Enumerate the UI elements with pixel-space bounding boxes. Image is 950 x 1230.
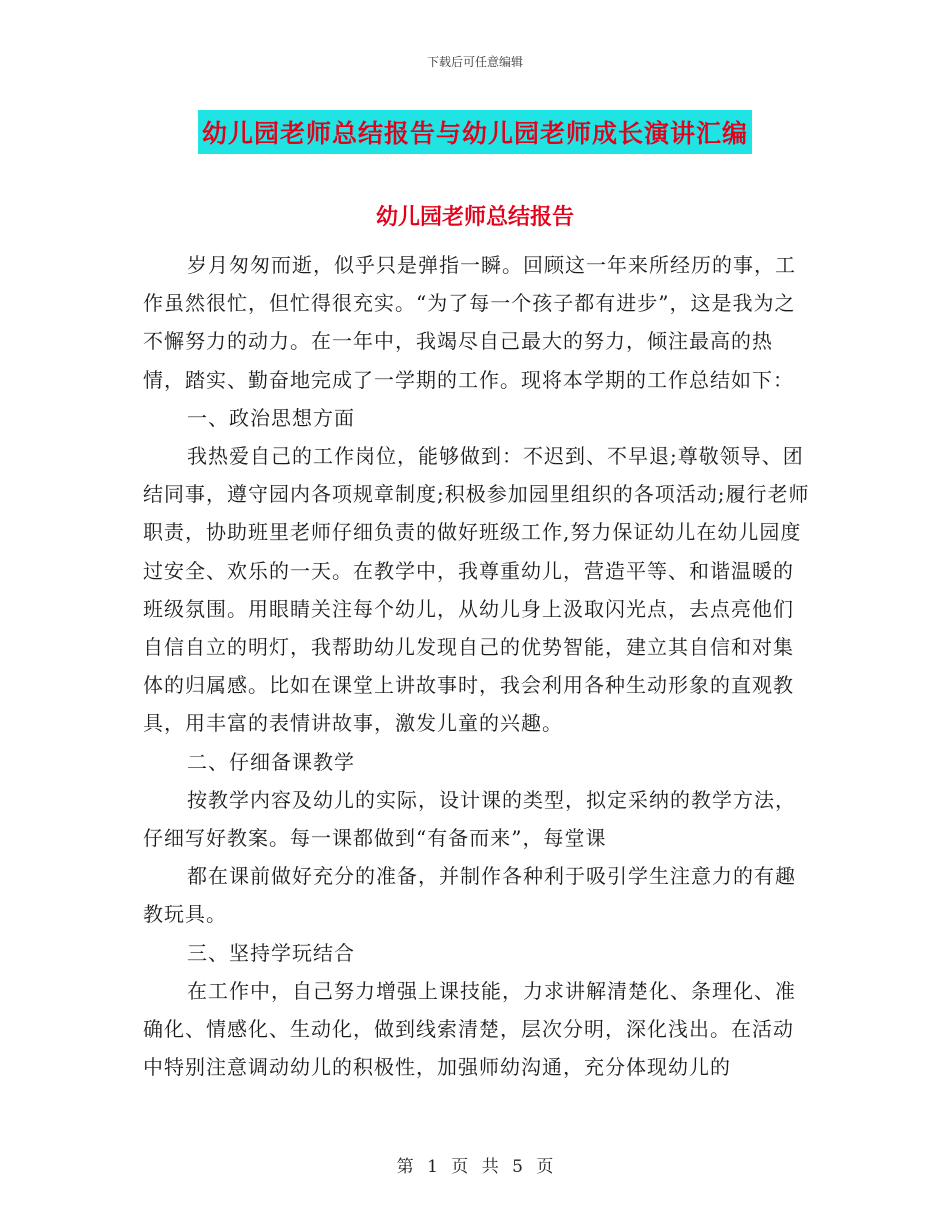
document-title-wrap [0,110,950,154]
paragraph: 都在课前做好充分的准备，并制作各种利于吸引学生注意力的有趣教玩具。 [143,864,796,927]
paragraph: 我热爱自己的工作岗位，能够做到：不迟到、不早退;尊敬领导、团结同事，遵守园内各项规章制度;积极参加园里组织的各项活动;履行老师职责，协助班里老师仔细负责的做好班级工作,努力保证幼儿在幼儿园度过安全、欢乐的一天。在教学中，我尊重幼儿，营造平等、和谐温暖的班级氛围。用眼睛关注每个幼儿，从幼儿身上汲取闪光点，去点亮他们自信自立的明灯，我帮助幼儿发现自己的优势智能，建立其自信和对集体的归属感。比如在课堂上讲故事时，我会利用各种生动形象的直观教具，用丰富的表情讲故事，激发儿童的兴趣。 [143,444,810,736]
header-note: 下载后可任意编辑 [426,55,523,69]
paragraph: 三、坚持学玩结合 [187,940,355,965]
paragraph: 二、仔细备课教学 [187,749,355,774]
document-title: 幼儿园老师总结报告与幼儿园老师成长演讲汇编 [198,110,752,154]
paragraph: 在工作中，自己努力增强上课技能，力求讲解清楚化、条理化、准确化、情感化、生动化，做到线索清楚，层次分明，深化浅出。在活动中特别注意调动幼儿的积极性，加强师幼沟通，充分体现幼儿的 [143,978,796,1080]
paragraph: 岁月匆匆而逝，似乎只是弹指一瞬。回顾这一年来所经历的事，工作虽然很忙，但忙得很充实。“为了每一个孩子都有进步”，这是我为之不懈努力的动力。在一年中，我竭尽自己最大的努力，倾注最高的热情，踏实、勤奋地完成了一学期的工作。现将本学期的工作总结如下： [143,253,796,392]
paragraph: 按教学内容及幼儿的实际，设计课的类型，拟定采纳的教学方法，仔细写好教案。每一课都做到“有备而来”，每堂课 [143,787,796,851]
body-text [143,246,811,1086]
paragraph: 一、政治思想方面 [187,405,355,430]
page-footer: 第 1 页 共 5 页 [396,1157,554,1177]
section-title: 幼儿园老师总结报告 [375,204,574,230]
